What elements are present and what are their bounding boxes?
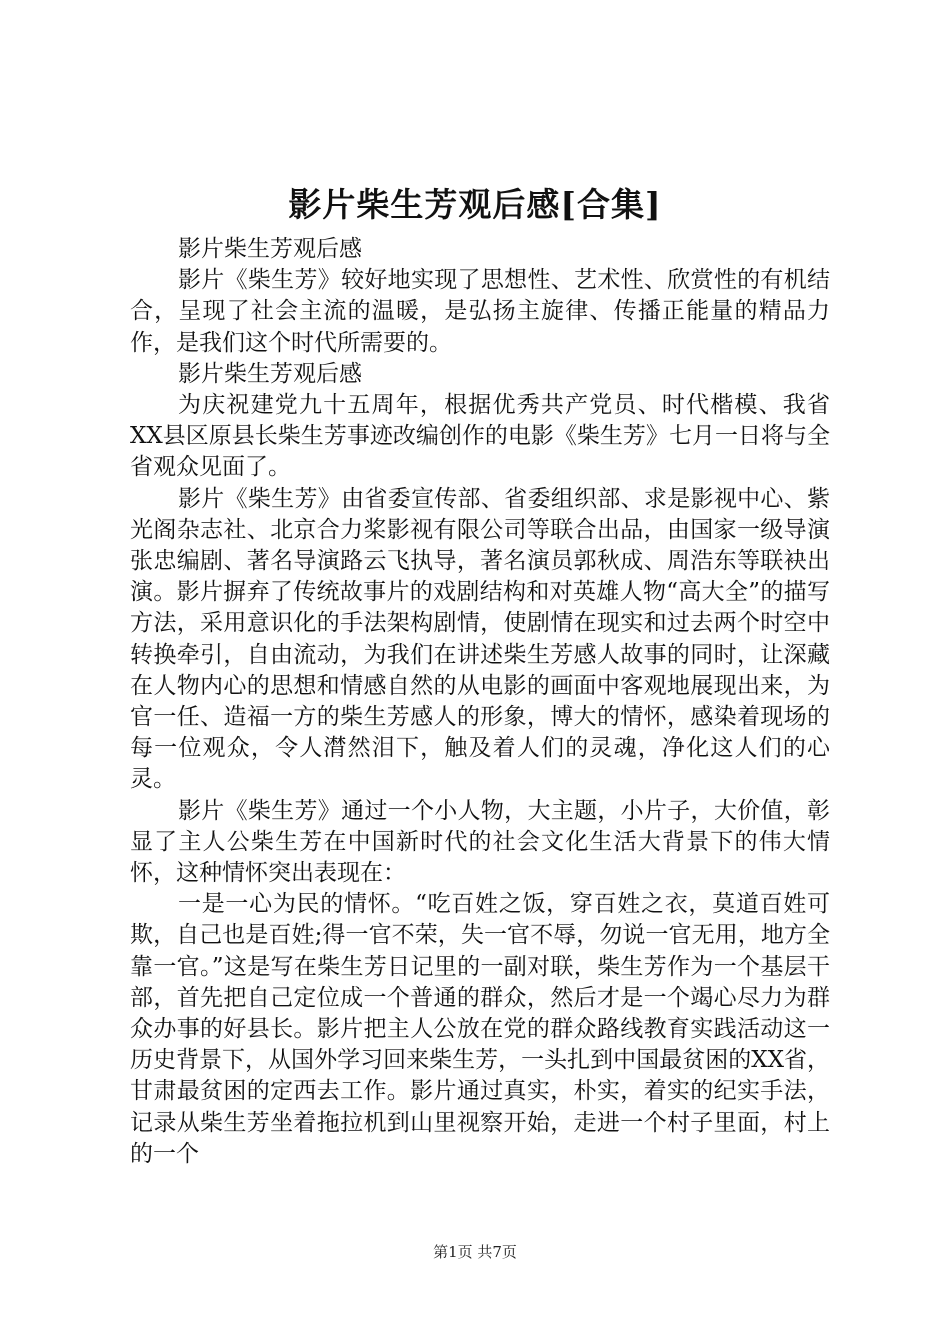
paragraph-point-one: 一是一心为民的情怀。“吃百姓之饭，穿百姓之衣，莫道百姓可欺，自己也是百姓;得一官不荣，失一官不辱，勿说一官无用，地方全靠一官。”这是写在柴生芳日记里的一副对联，柴生芳作为一个基层干部，首先把自己定位成一个普通的群众，然后才是一个竭心尽力为群众办事的好县长。影片把主人公放在党的群众路线教育实践活动这一历史背景下，从国外学习回来柴生芳，一头扎到中国最贫困的XX省，甘肃最贫困的定西去工作。影片通过真实，朴实，着实的纪实手法，记录从柴生芳坐着拖拉机到山里视察开始，走进一个村子里面，村上的一个 xyxy=(130,891,830,1167)
paragraph-production: 影片《柴生芳》由省委宣传部、省委组织部、求是影视中心、紫光阁杂志社、北京合力桨影视有限公司等联合出品，由国家一级导演张忠编剧、著名导演路云飞执导，著名演员郭秋成、周浩东等联袂出演。影片摒弃了传统故事片的戏剧结构和对英雄人物“高大全”的描写方法，采用意识化的手法架构剧情，使剧情在现实和过去两个时空中转换牵引，自由流动，为我们在讲述柴生芳感人故事的同时，让深藏在人物内心的思想和情感自然的从电影的画面中客观地展现出来，为官一任、造福一方的柴生芳感人的形象，博大的情怀，感染着现场的每一位观众，令人潸然泪下，触及着人们的灵魂，净化这人们的心灵。 xyxy=(130,485,830,793)
paragraph-intro: 影片《柴生芳》较好地实现了思想性、艺术性、欣赏性的有机结合，呈现了社会主流的温暖，是弘扬主旋律、传播正能量的精品力作，是我们这个时代所需要的。 xyxy=(130,267,830,356)
document-body xyxy=(130,234,830,1170)
paragraph-background: 为庆祝建党九十五周年，根据优秀共产党员、时代楷模、我省XX县区原县长柴生芳事迹改编创作的电影《柴生芳》七月一日将与全省观众见面了。 xyxy=(130,392,830,481)
paragraph-subtitle-2: 影片柴生芳观后感 xyxy=(178,360,362,387)
paragraph-theme: 影片《柴生芳》通过一个小人物，大主题，小片子，大价值，彰显了主人公柴生芳在中国新时代的社会文化生活大背景下的伟大情怀，这种情怀突出表现在： xyxy=(130,797,830,887)
page-number-footer: 第1页 共7页 xyxy=(433,1243,517,1261)
document-title: 影片柴生芳观后感[合集] xyxy=(288,185,662,224)
paragraph-subtitle-1: 影片柴生芳观后感 xyxy=(178,236,362,262)
